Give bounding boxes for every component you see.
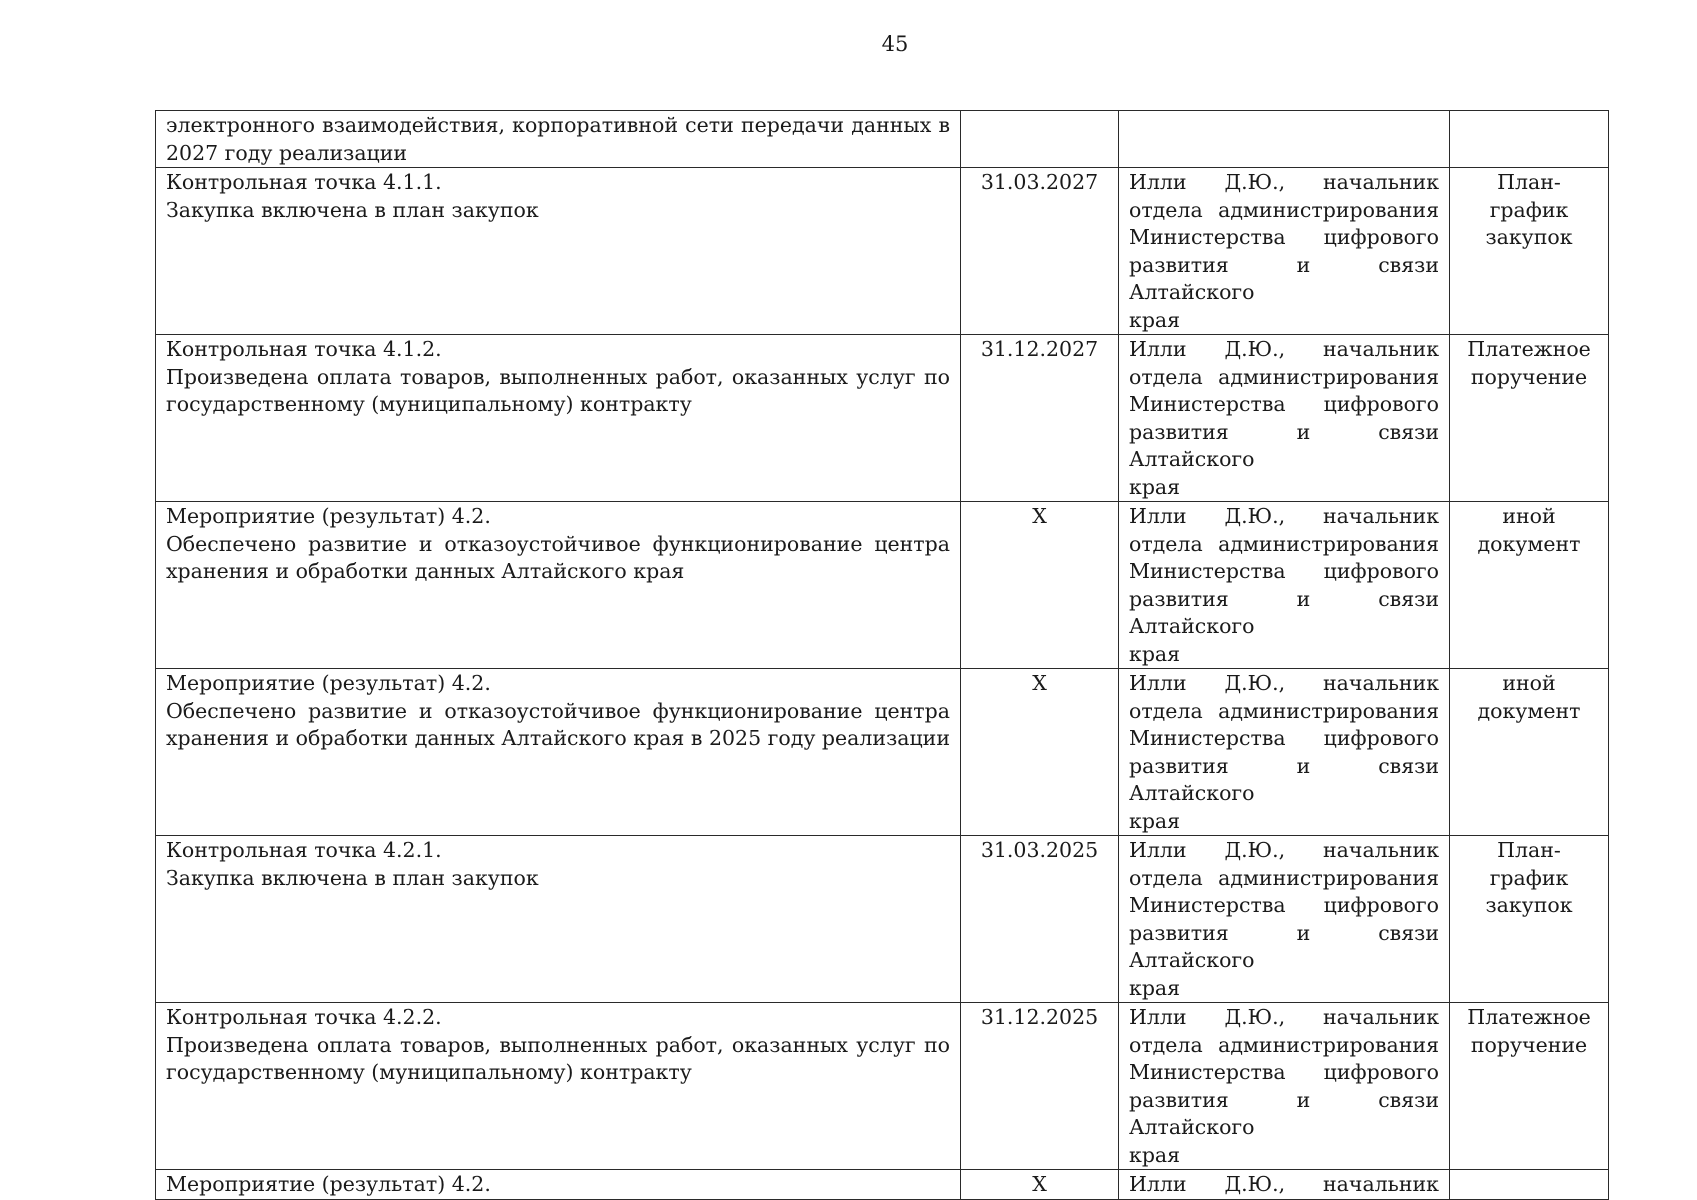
document-cell: [1450, 836, 1609, 1003]
responsible-cell: [1119, 669, 1450, 836]
document-type: иной документ: [1477, 671, 1581, 723]
date-cell: [961, 168, 1119, 335]
document-cell: [1450, 111, 1609, 168]
responsible-cell: [1119, 502, 1450, 669]
responsible-word: начальник: [1323, 1172, 1439, 1196]
due-date: 31.03.2025: [980, 838, 1099, 862]
responsible-tail: края: [1129, 975, 1181, 1000]
responsible-cell: [1119, 1170, 1450, 1200]
date-cell: [961, 335, 1119, 502]
responsible-text: Илли Д.Ю., начальник отдела администрирования Министерства цифрового развития и связи Алтайского: [1129, 337, 1439, 471]
responsible-tail: края: [1129, 474, 1181, 499]
description-text: Произведена оплата товаров, выполненных работ, оказанных услуг по государственному (муниципальному) контракту: [166, 364, 950, 416]
item-title: Контрольная точка 4.1.1.: [166, 170, 442, 194]
table-row: [156, 335, 1609, 502]
document-cell: [1450, 1003, 1609, 1170]
item-title: Контрольная точка 4.1.2.: [166, 337, 442, 361]
table-row: [156, 168, 1609, 335]
responsible-cell: [1119, 1003, 1450, 1170]
responsible-word: Д.Ю.,: [1224, 1172, 1286, 1196]
document-cell: [1450, 1170, 1609, 1200]
description-cell: [156, 836, 961, 1003]
responsible-tail: края: [1129, 307, 1181, 332]
item-title: Мероприятие (результат) 4.2.: [166, 1172, 491, 1196]
document-type: План-график закупок: [1485, 838, 1573, 917]
responsible-text: Илли Д.Ю., начальник отдела администрирования Министерства цифрового развития и связи Алтайского: [1129, 671, 1439, 805]
description-text: Обеспечено развитие и отказоустойчивое функционирование центра хранения и обработки данных Алтайского края в 2025 году реализации: [166, 698, 950, 750]
responsible-tail: края: [1129, 641, 1181, 666]
document-cell: [1450, 335, 1609, 502]
schedule-table: [155, 110, 1609, 1200]
document-cell: [1450, 168, 1609, 335]
description-cell: [156, 1003, 961, 1170]
responsible-cell: [1119, 836, 1450, 1003]
item-title: Контрольная точка 4.2.2.: [166, 1005, 442, 1029]
table-row: [156, 836, 1609, 1003]
description-text: Закупка включена в план закупок: [166, 197, 539, 222]
document-cell: [1450, 502, 1609, 669]
item-title: Мероприятие (результат) 4.2.: [166, 504, 491, 528]
due-date: 31.03.2027: [980, 170, 1099, 194]
responsible-text: Илли Д.Ю., начальник отдела администрирования Министерства цифрового развития и связи Алтайского: [1129, 838, 1439, 972]
document-type: иной документ: [1477, 504, 1581, 556]
page-number: 45: [881, 32, 909, 56]
item-title: Контрольная точка 4.2.1.: [166, 838, 442, 862]
due-date: Х: [1032, 671, 1047, 695]
due-date: 31.12.2025: [980, 1005, 1099, 1029]
description-cell: [156, 168, 961, 335]
responsible-word: Илли: [1129, 1172, 1187, 1196]
responsible-tail: края: [1129, 808, 1181, 833]
responsible-text: Илли Д.Ю., начальник отдела администрирования Министерства цифрового развития и связи Алтайского: [1129, 1005, 1439, 1139]
table-row: [156, 669, 1609, 836]
date-cell: [961, 1003, 1119, 1170]
date-cell: [961, 1170, 1119, 1200]
description-text: Закупка включена в план закупок: [166, 865, 539, 890]
document-type: Платежное поручение: [1467, 337, 1591, 389]
description-cell: [156, 111, 961, 168]
document-cell: [1450, 669, 1609, 836]
table-row: [156, 1170, 1609, 1200]
table-row: [156, 111, 1609, 168]
date-cell: [961, 836, 1119, 1003]
document-type: План-график закупок: [1485, 170, 1573, 249]
responsible-text: Илли Д.Ю., начальник отдела администрирования Министерства цифрового развития и связи Алтайского: [1129, 170, 1439, 304]
responsible-cell: [1119, 111, 1450, 168]
responsible-cell: [1119, 335, 1450, 502]
date-cell: [961, 502, 1119, 669]
due-date: 31.12.2027: [980, 337, 1099, 361]
item-title: Мероприятие (результат) 4.2.: [166, 671, 491, 695]
date-cell: [961, 111, 1119, 168]
description-cell: [156, 1170, 961, 1200]
description-text: электронного взаимодействия, корпоративной сети передачи данных в 2027 году реализации: [166, 113, 950, 165]
description-text: Обеспечено развитие и отказоустойчивое функционирование центра хранения и обработки данных Алтайского края: [166, 531, 950, 583]
due-date: Х: [1032, 1172, 1047, 1196]
table-row: [156, 1003, 1609, 1170]
date-cell: [961, 669, 1119, 836]
description-cell: [156, 502, 961, 669]
responsible-cell: [1119, 168, 1450, 335]
table-row: [156, 502, 1609, 669]
document-type: Платежное поручение: [1467, 1005, 1591, 1057]
description-text: Произведена оплата товаров, выполненных работ, оказанных услуг по государственному (муниципальному) контракту: [166, 1032, 950, 1084]
responsible-text: Илли Д.Ю., начальник отдела администрирования Министерства цифрового развития и связи Алтайского: [1129, 504, 1439, 638]
description-cell: [156, 669, 961, 836]
description-cell: [156, 335, 961, 502]
due-date: Х: [1032, 504, 1047, 528]
responsible-tail: края: [1129, 1142, 1181, 1167]
